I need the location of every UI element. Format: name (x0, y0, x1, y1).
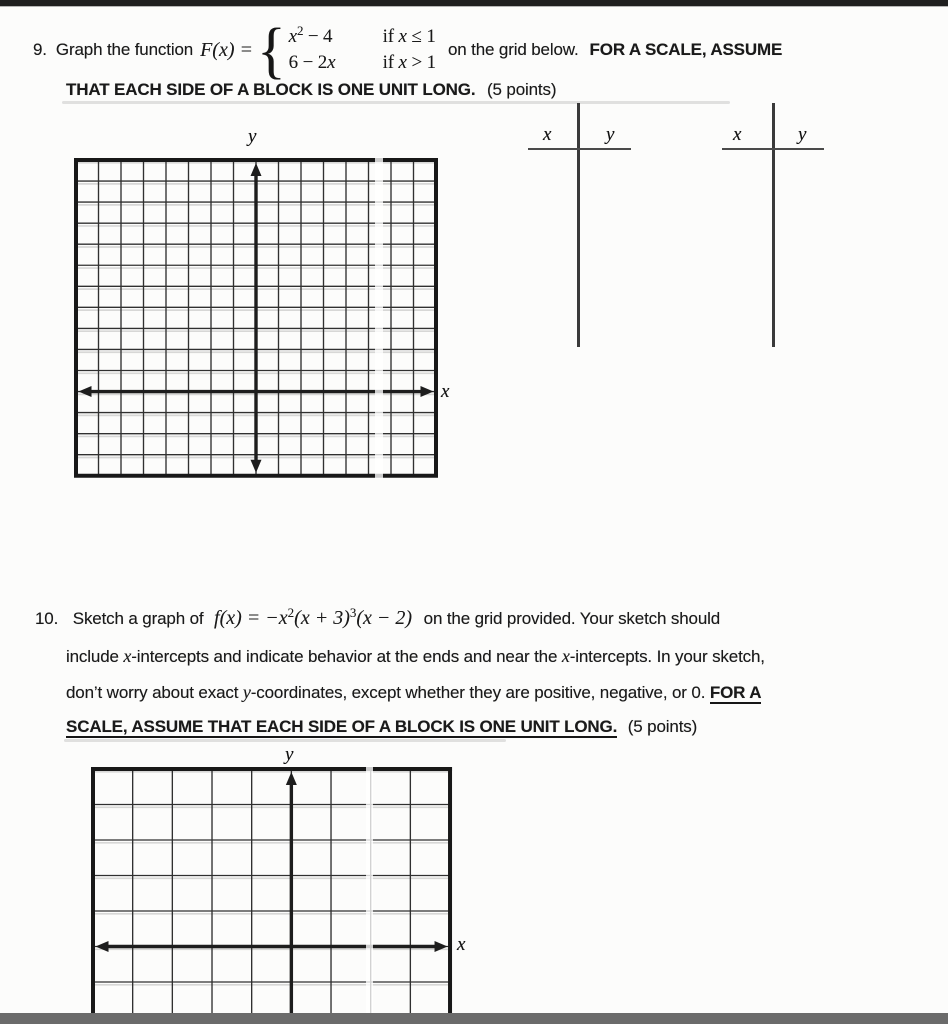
pw2-if: if (382, 52, 399, 73)
p10-math-base3: (x − 2) (356, 607, 413, 629)
axis-arrowhead-down (251, 460, 262, 473)
pw1-cond-rest: ≤ 1 (406, 26, 436, 47)
piecewise-row-1 (289, 24, 436, 50)
pw1-var: x (288, 26, 297, 47)
p10-line3-bold-start: FOR A (709, 683, 762, 702)
problem10-points: (5 points) (627, 717, 698, 736)
problem10-number: 10. (35, 609, 59, 628)
p10-line3-var-y: y (242, 682, 251, 702)
axis-arrowhead-left (96, 941, 109, 952)
problem10-scale-instruction: SCALE, ASSUME THAT EACH SIDE OF A BLOCK IS ONE UNIT LONG. (66, 717, 618, 736)
piecewise-row2-expression (289, 50, 383, 76)
pw1-cond-var: x (398, 26, 407, 47)
scan-streak-under-problem10 (64, 739, 506, 742)
p10-math-exponent2: 3 (349, 605, 357, 620)
p10-line2-b: -intercepts and indicate behavior at the ends and near the (131, 647, 562, 666)
piecewise-row1-condition (383, 24, 436, 50)
pw1-rest: − 4 (303, 26, 333, 47)
problem10-line1-tail: on the grid provided. Your sketch should (423, 609, 721, 628)
piecewise-row2-condition (383, 50, 436, 76)
pw1-exponent: 2 (296, 23, 304, 38)
p10-math-exponent1: 2 (287, 605, 295, 620)
piecewise-row1-expression (289, 24, 383, 50)
problem9-points: (5 points) (487, 80, 557, 99)
problem10-line1 (35, 607, 720, 631)
problem9-after-text: on the grid below. (447, 40, 579, 59)
piecewise-row-2 (289, 50, 436, 76)
problem10-line4 (66, 716, 697, 738)
table1-x-header: x (543, 124, 552, 145)
piecewise-definition (289, 24, 436, 76)
p10-line2-c: -intercepts. In your sketch, (569, 647, 765, 666)
p10-line2-var-x2: x (561, 646, 570, 666)
axis-arrowhead-right (435, 941, 448, 952)
problem9-function-lhs: F(x) = (200, 38, 253, 61)
p10-math-base2: (x + 3) (294, 607, 350, 629)
problem10-line2 (66, 645, 765, 668)
table2-x-header: x (733, 124, 742, 145)
axis-arrowhead-up (251, 163, 262, 176)
p10-line2-a: include (66, 647, 124, 666)
scan-white-streak (375, 157, 383, 479)
grid9-y-axis-label: y (248, 126, 257, 147)
axis-arrowhead-right (421, 386, 434, 397)
axis-arrowhead-up (286, 772, 297, 785)
scan-bottom-edge-bar (0, 1013, 948, 1024)
pw2-pre: 6 − 2 (288, 52, 328, 73)
grid-border (76, 160, 436, 476)
problem10-function-expression (214, 607, 412, 629)
pw1-if: if (382, 26, 399, 47)
problem9-line1 (33, 15, 783, 85)
scan-white-streak (366, 766, 373, 1024)
table1-vertical-rule (577, 103, 580, 347)
pw2-cond-var: x (398, 52, 407, 73)
problem10-line3 (66, 681, 761, 704)
pw2-cond-rest: > 1 (406, 52, 436, 73)
pw2-var: x (327, 52, 336, 73)
grid10-y-axis-label: y (285, 744, 294, 765)
problem9-bold-tail: FOR A SCALE, ASSUME (589, 40, 783, 59)
table2-vertical-rule (772, 103, 775, 347)
table1-horizontal-rule (528, 148, 631, 150)
scan-streak-under-problem9 (62, 101, 730, 104)
p10-line3-b: -coordinates, except whether they are positive, negative, or 0. (250, 683, 710, 702)
problem10-intro-text: Sketch a graph of (72, 609, 204, 628)
p10-math-base1: f(x) = −x (214, 607, 288, 629)
p10-line3-a: don’t worry about exact (66, 683, 243, 702)
table1-y-header: y (606, 124, 615, 145)
table2-y-header: y (798, 124, 807, 145)
table2-horizontal-rule (722, 148, 824, 150)
grid10-x-axis-label: x (457, 934, 466, 955)
piecewise-brace: { (256, 15, 286, 85)
problem9-number: 9. (33, 40, 47, 59)
problem9-scale-instruction: THAT EACH SIDE OF A BLOCK IS ONE UNIT LONG. (66, 80, 476, 99)
grid9-x-axis-label: x (441, 381, 450, 402)
scan-top-edge-bar (0, 0, 948, 7)
problem9-intro-text: Graph the function (55, 40, 194, 59)
problem9-line2 (66, 80, 556, 100)
axis-arrowhead-left (79, 386, 92, 397)
p10-line2-var-x1: x (123, 646, 132, 666)
